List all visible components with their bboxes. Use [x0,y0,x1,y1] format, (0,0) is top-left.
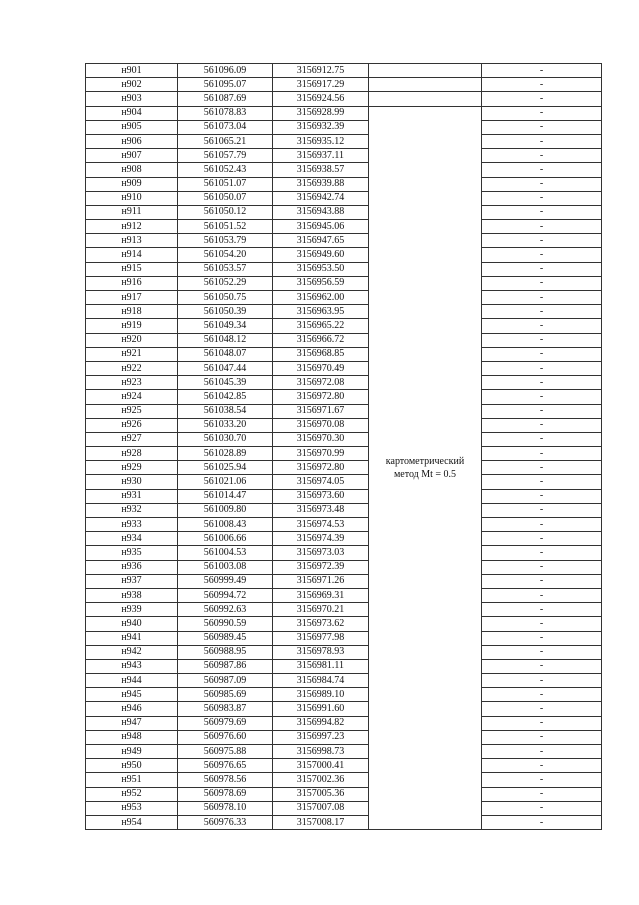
x-coordinate-cell: 560978.69 [178,787,273,801]
y-coordinate-cell: 3156974.05 [273,475,369,489]
x-coordinate-cell: 561008.43 [178,518,273,532]
note-cell: - [482,262,602,276]
note-cell: - [482,418,602,432]
point-name-cell: н907 [86,149,178,163]
table-row [86,262,602,276]
note-cell: - [482,92,602,106]
table-row [86,489,602,503]
table-row [86,702,602,716]
note-cell: - [482,248,602,262]
note-cell: - [482,163,602,177]
method-text-line-1: картометрический [385,455,465,467]
y-coordinate-cell: 3156969.31 [273,588,369,602]
note-cell: - [482,617,602,631]
point-name-cell: н923 [86,376,178,390]
x-coordinate-cell: 561021.06 [178,475,273,489]
y-coordinate-cell: 3156962.00 [273,291,369,305]
x-coordinate-cell: 561038.54 [178,404,273,418]
coordinates-table [85,63,602,830]
x-coordinate-cell: 560990.59 [178,617,273,631]
point-name-cell: н909 [86,177,178,191]
note-cell: - [482,177,602,191]
point-name-cell: н936 [86,560,178,574]
point-name-cell: н952 [86,787,178,801]
note-cell: - [482,404,602,418]
y-coordinate-cell: 3156981.11 [273,659,369,673]
y-coordinate-cell: 3156953.50 [273,262,369,276]
note-cell: - [482,276,602,290]
point-name-cell: н932 [86,503,178,517]
method-text-line-2: метод Mt = 0.5 [393,468,457,480]
point-name-cell: н912 [86,220,178,234]
note-cell: - [482,631,602,645]
point-name-cell: н902 [86,78,178,92]
point-name-cell: н904 [86,106,178,120]
note-cell: - [482,390,602,404]
y-coordinate-cell: 3156939.88 [273,177,369,191]
note-cell: - [482,787,602,801]
y-coordinate-cell: 3156937.11 [273,149,369,163]
table-row [86,134,602,148]
table-row [86,674,602,688]
y-coordinate-cell: 3156945.06 [273,220,369,234]
table-row [86,361,602,375]
table-row [86,191,602,205]
point-name-cell: н918 [86,305,178,319]
x-coordinate-cell: 561006.66 [178,532,273,546]
point-name-cell: н920 [86,333,178,347]
note-cell: - [482,305,602,319]
note-cell: - [482,716,602,730]
y-coordinate-cell: 3156971.67 [273,404,369,418]
y-coordinate-cell: 3156932.39 [273,120,369,134]
point-name-cell: н916 [86,276,178,290]
x-coordinate-cell: 560978.56 [178,773,273,787]
table-row [86,205,602,219]
x-coordinate-cell: 560976.33 [178,815,273,829]
determination-method-cell [369,106,482,830]
x-coordinate-cell: 561030.70 [178,432,273,446]
table-row [86,177,602,191]
point-name-cell: н901 [86,64,178,78]
y-coordinate-cell: 3156935.12 [273,134,369,148]
point-name-cell: н927 [86,432,178,446]
note-cell: - [482,106,602,120]
note-cell: - [482,730,602,744]
table-row [86,745,602,759]
note-cell: - [482,659,602,673]
note-cell: - [482,759,602,773]
y-coordinate-cell: 3156968.85 [273,347,369,361]
x-coordinate-cell: 560979.69 [178,716,273,730]
x-coordinate-cell: 561051.52 [178,220,273,234]
note-cell: - [482,475,602,489]
x-coordinate-cell: 560975.88 [178,745,273,759]
note-cell: - [482,78,602,92]
x-coordinate-cell: 561050.39 [178,305,273,319]
point-name-cell: н943 [86,659,178,673]
point-name-cell: н949 [86,745,178,759]
y-coordinate-cell: 3157005.36 [273,787,369,801]
table-row [86,475,602,489]
y-coordinate-cell: 3156970.99 [273,447,369,461]
note-cell: - [482,376,602,390]
point-name-cell: н934 [86,532,178,546]
x-coordinate-cell: 560983.87 [178,702,273,716]
note-cell: - [482,120,602,134]
table-row [86,319,602,333]
table-row [86,120,602,134]
y-coordinate-cell: 3156994.82 [273,716,369,730]
y-coordinate-cell: 3156998.73 [273,745,369,759]
x-coordinate-cell: 561052.29 [178,276,273,290]
y-coordinate-cell: 3156970.49 [273,361,369,375]
table-row [86,404,602,418]
x-coordinate-cell: 561014.47 [178,489,273,503]
point-name-cell: н933 [86,518,178,532]
table-row [86,78,602,92]
table-row [86,503,602,517]
table-row [86,645,602,659]
y-coordinate-cell: 3156972.80 [273,461,369,475]
x-coordinate-cell: 561042.85 [178,390,273,404]
note-cell: - [482,546,602,560]
table-row [86,659,602,673]
y-coordinate-cell: 3157008.17 [273,815,369,829]
point-name-cell: н908 [86,163,178,177]
x-coordinate-cell: 561048.12 [178,333,273,347]
y-coordinate-cell: 3156970.21 [273,603,369,617]
table-row [86,532,602,546]
table-row [86,390,602,404]
table-row [86,376,602,390]
point-name-cell: н945 [86,688,178,702]
x-coordinate-cell: 560999.49 [178,574,273,588]
y-coordinate-cell: 3156947.65 [273,234,369,248]
y-coordinate-cell: 3157007.08 [273,801,369,815]
table-row [86,603,602,617]
point-name-cell: н915 [86,262,178,276]
note-cell: - [482,674,602,688]
x-coordinate-cell: 561057.79 [178,149,273,163]
point-name-cell: н944 [86,674,178,688]
table-row [86,64,602,78]
point-name-cell: н914 [86,248,178,262]
note-cell: - [482,588,602,602]
y-coordinate-cell: 3156912.75 [273,64,369,78]
x-coordinate-cell: 560976.65 [178,759,273,773]
note-cell: - [482,347,602,361]
x-coordinate-cell: 561053.57 [178,262,273,276]
x-coordinate-cell: 561051.07 [178,177,273,191]
point-name-cell: н951 [86,773,178,787]
table-row [86,688,602,702]
point-name-cell: н950 [86,759,178,773]
x-coordinate-cell: 560988.95 [178,645,273,659]
point-name-cell: н906 [86,134,178,148]
note-cell: - [482,432,602,446]
point-name-cell: н924 [86,390,178,404]
point-name-cell: н928 [86,447,178,461]
y-coordinate-cell: 3156966.72 [273,333,369,347]
table-row [86,574,602,588]
table-row [86,248,602,262]
x-coordinate-cell: 561004.53 [178,546,273,560]
point-name-cell: н930 [86,475,178,489]
note-cell: - [482,134,602,148]
point-name-cell: н948 [86,730,178,744]
x-coordinate-cell: 561047.44 [178,361,273,375]
x-coordinate-cell: 561087.69 [178,92,273,106]
x-coordinate-cell: 561033.20 [178,418,273,432]
x-coordinate-cell: 560989.45 [178,631,273,645]
note-cell: - [482,205,602,219]
y-coordinate-cell: 3156973.62 [273,617,369,631]
table-row [86,787,602,801]
point-name-cell: н954 [86,815,178,829]
note-cell: - [482,461,602,475]
note-cell: - [482,574,602,588]
table-row [86,773,602,787]
point-name-cell: н931 [86,489,178,503]
table-row [86,447,602,461]
y-coordinate-cell: 3157002.36 [273,773,369,787]
note-cell: - [482,319,602,333]
note-cell: - [482,191,602,205]
point-name-cell: н938 [86,588,178,602]
y-coordinate-cell: 3156963.95 [273,305,369,319]
note-cell: - [482,333,602,347]
point-name-cell: н921 [86,347,178,361]
x-coordinate-cell: 560987.86 [178,659,273,673]
point-name-cell: н946 [86,702,178,716]
coordinates-table-body [86,64,602,830]
y-coordinate-cell: 3157000.41 [273,759,369,773]
y-coordinate-cell: 3156978.93 [273,645,369,659]
table-row [86,106,602,120]
x-coordinate-cell: 561053.79 [178,234,273,248]
point-name-cell: н917 [86,291,178,305]
table-row [86,759,602,773]
y-coordinate-cell: 3156970.30 [273,432,369,446]
point-name-cell: н941 [86,631,178,645]
empty-method-cell [369,64,482,78]
table-row [86,291,602,305]
table-row [86,234,602,248]
table-row [86,730,602,744]
x-coordinate-cell: 561078.83 [178,106,273,120]
table-row [86,546,602,560]
x-coordinate-cell: 561003.08 [178,560,273,574]
x-coordinate-cell: 561054.20 [178,248,273,262]
y-coordinate-cell: 3156943.88 [273,205,369,219]
note-cell: - [482,560,602,574]
table-row [86,560,602,574]
note-cell: - [482,234,602,248]
point-name-cell: н929 [86,461,178,475]
note-cell: - [482,503,602,517]
table-row [86,418,602,432]
point-name-cell: н925 [86,404,178,418]
table-row [86,518,602,532]
table-row [86,631,602,645]
point-name-cell: н937 [86,574,178,588]
table-row [86,588,602,602]
x-coordinate-cell: 561049.34 [178,319,273,333]
x-coordinate-cell: 561050.12 [178,205,273,219]
y-coordinate-cell: 3156973.60 [273,489,369,503]
table-row [86,305,602,319]
y-coordinate-cell: 3156942.74 [273,191,369,205]
x-coordinate-cell: 561048.07 [178,347,273,361]
table-row [86,149,602,163]
y-coordinate-cell: 3156973.48 [273,503,369,517]
x-coordinate-cell: 561025.94 [178,461,273,475]
table-row [86,461,602,475]
note-cell: - [482,603,602,617]
x-coordinate-cell: 560987.09 [178,674,273,688]
table-row [86,92,602,106]
point-name-cell: н942 [86,645,178,659]
point-name-cell: н905 [86,120,178,134]
note-cell: - [482,220,602,234]
x-coordinate-cell: 561095.07 [178,78,273,92]
y-coordinate-cell: 3156991.60 [273,702,369,716]
point-name-cell: н940 [86,617,178,631]
note-cell: - [482,64,602,78]
table-row [86,801,602,815]
note-cell: - [482,361,602,375]
note-cell: - [482,702,602,716]
y-coordinate-cell: 3156974.39 [273,532,369,546]
x-coordinate-cell: 560978.10 [178,801,273,815]
note-cell: - [482,489,602,503]
y-coordinate-cell: 3156984.74 [273,674,369,688]
x-coordinate-cell: 561009.80 [178,503,273,517]
x-coordinate-cell: 561096.09 [178,64,273,78]
y-coordinate-cell: 3156972.08 [273,376,369,390]
table-row [86,333,602,347]
x-coordinate-cell: 560994.72 [178,588,273,602]
y-coordinate-cell: 3156989.10 [273,688,369,702]
note-cell: - [482,773,602,787]
table-row [86,220,602,234]
y-coordinate-cell: 3156949.60 [273,248,369,262]
y-coordinate-cell: 3156971.26 [273,574,369,588]
note-cell: - [482,149,602,163]
table-row [86,276,602,290]
x-coordinate-cell: 560976.60 [178,730,273,744]
x-coordinate-cell: 561052.43 [178,163,273,177]
y-coordinate-cell: 3156972.39 [273,560,369,574]
empty-method-cell [369,78,482,92]
point-name-cell: н910 [86,191,178,205]
point-name-cell: н953 [86,801,178,815]
note-cell: - [482,645,602,659]
y-coordinate-cell: 3156974.53 [273,518,369,532]
y-coordinate-cell: 3156938.57 [273,163,369,177]
y-coordinate-cell: 3156997.23 [273,730,369,744]
note-cell: - [482,291,602,305]
y-coordinate-cell: 3156917.29 [273,78,369,92]
table-row [86,347,602,361]
x-coordinate-cell: 561050.75 [178,291,273,305]
point-name-cell: н939 [86,603,178,617]
note-cell: - [482,801,602,815]
x-coordinate-cell: 561045.39 [178,376,273,390]
y-coordinate-cell: 3156973.03 [273,546,369,560]
table-row [86,716,602,730]
table-row [86,432,602,446]
note-cell: - [482,532,602,546]
note-cell: - [482,447,602,461]
y-coordinate-cell: 3156970.08 [273,418,369,432]
note-cell: - [482,688,602,702]
note-cell: - [482,815,602,829]
point-name-cell: н926 [86,418,178,432]
point-name-cell: н922 [86,361,178,375]
point-name-cell: н903 [86,92,178,106]
y-coordinate-cell: 3156928.99 [273,106,369,120]
table-row [86,617,602,631]
empty-method-cell [369,92,482,106]
x-coordinate-cell: 560985.69 [178,688,273,702]
y-coordinate-cell: 3156965.22 [273,319,369,333]
point-name-cell: н913 [86,234,178,248]
table-row [86,163,602,177]
x-coordinate-cell: 561073.04 [178,120,273,134]
x-coordinate-cell: 561050.07 [178,191,273,205]
x-coordinate-cell: 560992.63 [178,603,273,617]
point-name-cell: н919 [86,319,178,333]
x-coordinate-cell: 561065.21 [178,134,273,148]
point-name-cell: н935 [86,546,178,560]
note-cell: - [482,518,602,532]
y-coordinate-cell: 3156924.56 [273,92,369,106]
table-row [86,815,602,829]
y-coordinate-cell: 3156956.59 [273,276,369,290]
y-coordinate-cell: 3156977.98 [273,631,369,645]
point-name-cell: н911 [86,205,178,219]
point-name-cell: н947 [86,716,178,730]
x-coordinate-cell: 561028.89 [178,447,273,461]
note-cell: - [482,745,602,759]
y-coordinate-cell: 3156972.80 [273,390,369,404]
